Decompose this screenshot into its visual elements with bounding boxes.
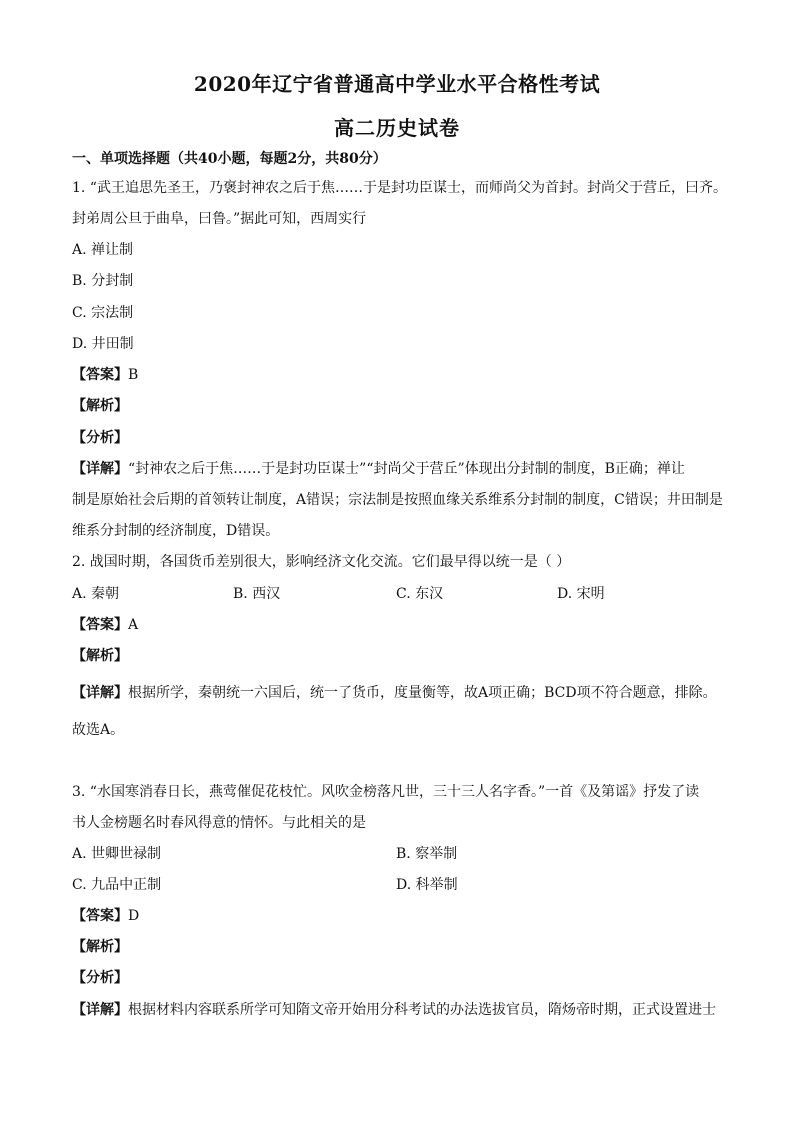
q1-stem-line-2: 封弟周公旦于曲阜，曰鲁。”据此可知，西周实行	[72, 211, 367, 227]
q1-detail-line-3: 维系分封制的经济制度，D错误。	[72, 523, 280, 539]
q2-jiexi-tag: 【解析】	[72, 648, 128, 664]
answer-value: D	[128, 908, 140, 924]
exam-subtitle: 高二历史试卷	[334, 116, 460, 140]
q2-stem: 2. 战国时期，各国货币差别很大，影响经济文化交流。它们最早得以统一是（ ）	[72, 554, 571, 570]
q2-option-a: A. 秦朝	[72, 586, 120, 602]
answer-value: B	[128, 367, 139, 383]
q3-answer	[72, 907, 732, 925]
detail-tag: 【详解】	[72, 685, 128, 701]
answer-tag: 【答案】	[72, 617, 128, 633]
q1-stem-line-1: 1. “武王追思先圣王，乃褒封神农之后于焦……于是封功臣谋士，而师尚父为首封。封尚父于营丘，曰齐。	[72, 180, 727, 196]
q3-stem-line-1: 3. “水国寒消春日长，燕莺催促花枝忙。风吹金榜落凡世，三十三人名字香。”一首《及第谣》抒发了读	[72, 784, 700, 800]
detail-text: 根据所学，秦朝统一六国后，统一了货币，度量衡等，故A项正确；BCD项不符合题意，排除。	[128, 685, 717, 701]
q1-option-d: D. 井田制	[72, 336, 134, 352]
q3-option-b: B. 察举制	[396, 846, 458, 862]
q1-option-c: C. 宗法制	[72, 305, 134, 321]
q1-answer	[72, 366, 732, 384]
q3-fenxi-tag: 【分析】	[72, 970, 128, 986]
answer-tag: 【答案】	[72, 908, 128, 924]
answer-tag: 【答案】	[72, 367, 128, 383]
q2-option-d: D. 宋明	[557, 586, 605, 602]
q3-option-d: D. 科举制	[396, 877, 458, 893]
answer-value: A	[128, 617, 139, 633]
q3-option-a: A. 世卿世禄制	[72, 846, 162, 862]
detail-tag: 【详解】	[72, 1002, 128, 1018]
q2-detail-line-1	[72, 684, 732, 702]
q1-detail-line-2: 制是原始社会后期的首领转让制度，A错误；宗法制是按照血缘关系维系分封制的制度，C错误；井田制是	[72, 492, 723, 508]
q2-option-b: B. 西汉	[233, 586, 281, 602]
q3-detail-line-1	[72, 1001, 732, 1019]
q1-detail-line-1	[72, 460, 732, 478]
q3-jiexi-tag: 【解析】	[72, 939, 128, 955]
detail-tag: 【详解】	[72, 461, 128, 477]
section-heading: 一、单项选择题（共40小题，每题2分，共80分）	[72, 151, 387, 167]
q2-detail-line-2: 故选A。	[72, 722, 125, 738]
detail-text: 根据材料内容联系所学可知隋文帝开始用分科考试的办法选拔官员，隋炀帝时期，正式设置进士	[128, 1002, 716, 1018]
q1-fenxi-tag: 【分析】	[72, 430, 128, 446]
q1-jiexi-tag: 【解析】	[72, 398, 128, 414]
q2-option-c: C. 东汉	[396, 586, 444, 602]
q3-stem-line-2: 书人金榜题名时春风得意的情怀。与此相关的是	[72, 815, 366, 831]
q3-option-c: C. 九品中正制	[72, 877, 162, 893]
detail-text: “封神农之后于焦……于是封功臣谋士”“封尚父于营丘”体现出分封制的制度，B正确；禅让	[128, 461, 685, 477]
q2-answer	[72, 616, 732, 634]
exam-title: 2020年辽宁省普通高中学业水平合格性考试	[193, 72, 601, 96]
q1-option-b: B. 分封制	[72, 273, 134, 289]
q1-option-a: A. 禅让制	[72, 242, 134, 258]
